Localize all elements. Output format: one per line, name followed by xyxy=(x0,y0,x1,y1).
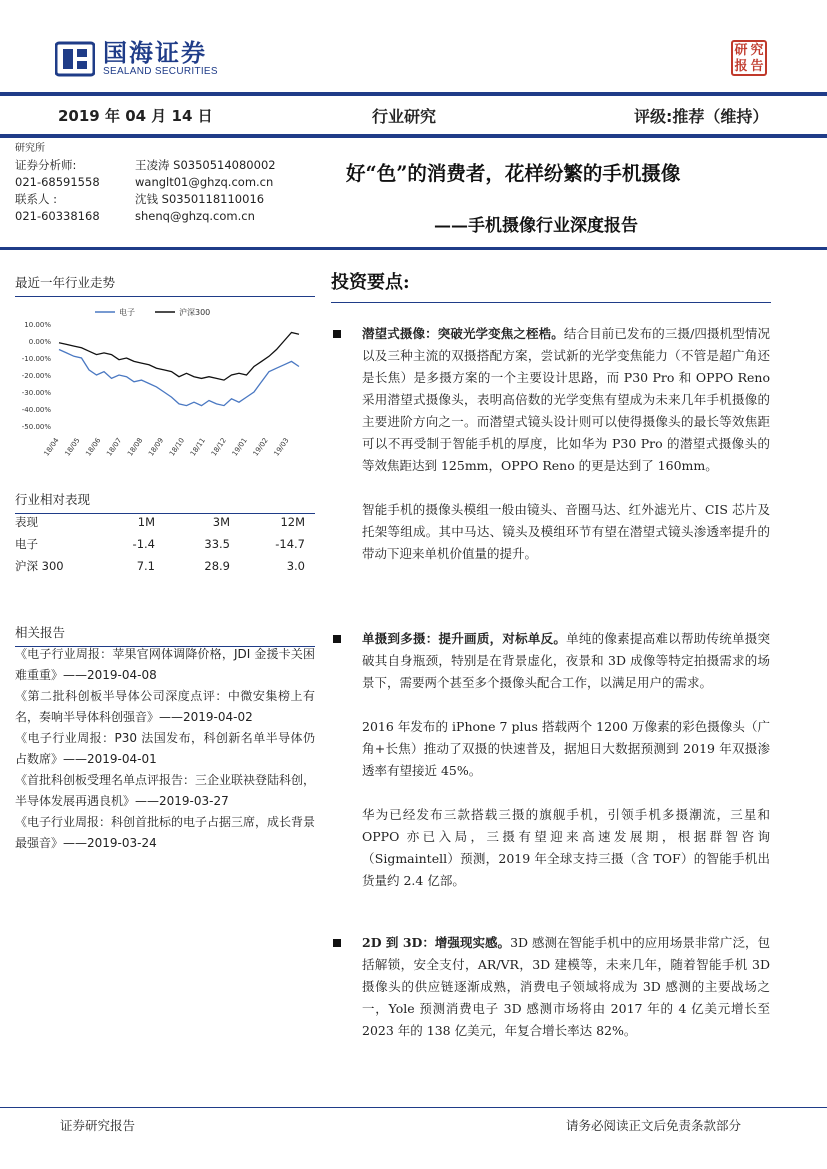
footer-left: 证券研究报告 xyxy=(60,1118,136,1133)
contact-row xyxy=(15,208,255,225)
column-header: 1M xyxy=(137,515,155,529)
related-report-link[interactable]: 《首批科创板受理名单点评报告：三企业联袂登陆科创，半导体发展再遇良机》——2019-03-27 xyxy=(15,773,316,808)
seal-char: 报 xyxy=(734,58,748,74)
y-tick-label: 10.00% xyxy=(24,321,51,329)
contact-value: 沈钱 S0350118110016 xyxy=(135,192,265,206)
contact-label: 021-68591558 xyxy=(15,175,100,189)
chart-legend xyxy=(95,307,210,317)
point-extra: 华为已经发布三款搭载三摄的旗舰手机，引领手机多摄潮流，三星和 OPPO 亦已入局，三摄有望迎来高速发展期，根据群智咨询（Sigmaintell）预测，2019 年全球支持三摄（含 TOF）的智能手机出货量约 2.4 亿部。 xyxy=(362,807,770,888)
table-cell: 沪深 300 xyxy=(15,559,64,573)
contact-label: 021-60338168 xyxy=(15,209,100,223)
point-periscope xyxy=(338,323,770,565)
x-tick-label: 18/07 xyxy=(105,436,124,458)
report-title: 好“色”的消费者，花样纷繁的手机摄像 xyxy=(346,162,681,185)
contact-label: 证券分析师: xyxy=(15,158,77,172)
table-row xyxy=(15,555,315,577)
sealand-logo-icon xyxy=(55,41,95,77)
y-tick-label: -20.00% xyxy=(21,372,51,380)
research-seal xyxy=(731,40,767,76)
seal-char: 告 xyxy=(750,58,764,74)
table-cell: -1.4 xyxy=(132,537,155,551)
x-tick-label: 19/01 xyxy=(230,436,249,458)
point-heading: 2D 到 3D：增强现实感。 xyxy=(362,935,511,950)
y-tick-label: -30.00% xyxy=(21,389,51,397)
y-tick-label: -50.00% xyxy=(21,423,51,431)
x-tick-label: 18/05 xyxy=(63,436,82,458)
seal-char: 研 xyxy=(734,43,748,58)
contact-row xyxy=(15,174,274,191)
y-tick-label: 0.00% xyxy=(28,338,51,346)
report-date: 2019 年 04 月 14 日 xyxy=(58,106,213,125)
point-3d xyxy=(338,932,770,1042)
bullet-icon xyxy=(333,939,341,947)
report-subtitle: ——手机摄像行业深度报告 xyxy=(434,216,638,236)
table-cell: -14.7 xyxy=(275,537,305,551)
related-report-link[interactable]: 《电子行业周报：科创首批标的电子占据三席，成长背景最强音》——2019-03-24 xyxy=(15,815,316,850)
contact-value: shenq@ghzq.com.cn xyxy=(135,209,255,223)
invest-divider xyxy=(331,302,771,303)
footer-divider xyxy=(0,1107,827,1108)
related-report-link[interactable]: 《电子行业周报：P30 法国发布，科创新名单半导体仍占数席》——2019-04-01 xyxy=(15,731,315,766)
department: 研究所 xyxy=(15,143,45,154)
column-header: 表现 xyxy=(15,515,38,529)
x-tick-label: 18/10 xyxy=(167,436,187,458)
legend-label-electronics: 电子 xyxy=(119,308,135,317)
point-body: 单纯的像素提高难以帮助传统单摄突破其自身瓶颈，特别是在背景虚化，夜景和 3D 成像等特定拍摄需求的场景下，需要两个甚至多个摄像头配合工作，以满足用户的需求。 xyxy=(362,631,770,690)
contact-label: 联系人 : xyxy=(15,192,58,206)
x-tick-label: 18/11 xyxy=(188,436,208,458)
trend-section xyxy=(15,273,315,297)
logo-chinese-name: 国海证券 xyxy=(103,39,207,67)
x-tick-label: 19/03 xyxy=(272,436,291,458)
table-cell: 28.9 xyxy=(204,559,230,573)
point-heading: 潜望式摄像：突破光学变焦之桎梏。 xyxy=(362,326,564,341)
y-tick-label: -40.00% xyxy=(21,406,51,414)
bullet-icon xyxy=(333,330,341,338)
analyst-contacts xyxy=(15,140,276,225)
series-line-hs300 xyxy=(59,333,299,381)
trend-heading: 最近一年行业走势 xyxy=(15,273,315,297)
company-logo xyxy=(55,40,218,77)
series-line-electronics xyxy=(59,350,299,406)
x-tick-label: 18/08 xyxy=(126,436,145,458)
point-extra: 2016 年发布的 iPhone 7 plus 搭载两个 1200 万像素的彩色摄像头（广角+长焦）推动了双摄的快速普及，据旭日大数据预测到 2019 年双摄渗透率有望接近 45%。 xyxy=(362,719,770,778)
contact-value: 王凌涛 S0350514080002 xyxy=(135,158,276,172)
contact-value: wanglt01@ghzq.com.cn xyxy=(135,175,274,189)
table-cell: 电子 xyxy=(15,537,38,551)
header-bar-inner xyxy=(0,96,827,134)
legend-label-hs300: 沪深300 xyxy=(179,308,211,317)
seal-char: 究 xyxy=(750,43,764,58)
x-tick-label: 18/12 xyxy=(209,436,228,458)
table-cell: 3.0 xyxy=(286,559,305,573)
point-body: 结合目前已发布的三摄/四摄机型情况以及三种主流的双摄搭配方案，尝试新的光学变焦能力（不管是超广角还是长焦）是多摄方案的一个主要设计思路，而 P30 Pro 和 OPPO Reno 采用潜望式摄像头，表明高倍数的光学变焦有望成为未来几年手机摄像的主要进阶方向之一。而潜望式镜头设计则可以使得摄像头的最长等效焦距可以不再受制于智能手机的厚度，比如华为 P30 Pro 的潜望式摄像头的等效焦距达到 125mm，OPPO Reno 的更是达到了 160mm。 xyxy=(362,326,770,473)
x-tick-label: 18/04 xyxy=(42,436,61,458)
related-report-link[interactable]: 《第二批科创板半导体公司深度点评：中微安集榜上有名，奏响半导体科创强音》——2019-04-02 xyxy=(15,689,315,724)
column-header: 3M xyxy=(212,515,230,529)
point-body: 3D 感测在智能手机中的应用场景非常广泛，包括解锁，安全支付，AR/VR，3D 建模等，未来几年，随着智能手机 3D 摄像头的供应链逐渐成熟，消费电子领域将成为 3D 感测的主要战场之一，Yole 预测消费电子 3D 感测市场将由 2017 年的 4 亿美元增长至 2023 年的 138 亿美元，年复合增长率达 82%。 xyxy=(362,935,770,1038)
performance-table xyxy=(15,511,315,577)
related-heading: 相关报告 xyxy=(15,623,315,647)
title-divider xyxy=(0,247,827,250)
point-extra: 智能手机的摄像头模组一般由镜头、音圈马达、红外滤光片、CIS 芯片及托架等组成。其中马达、镜头及模组环节有望在潜望式镜头渗透率提升的带动下迎来单机价值量的提升。 xyxy=(362,502,770,561)
related-reports-list xyxy=(15,644,315,854)
trend-chart xyxy=(15,298,315,468)
contact-row xyxy=(15,157,276,174)
logo-english-name: SEALAND SECURITIES xyxy=(103,66,218,77)
invest-section xyxy=(331,268,771,303)
table-row xyxy=(15,533,315,555)
x-tick-label: 19/02 xyxy=(251,436,270,458)
column-header: 12M xyxy=(280,515,305,529)
table-cell: 33.5 xyxy=(204,537,230,551)
x-tick-label: 18/09 xyxy=(147,436,166,458)
related-report-link[interactable]: 《电子行业周报：苹果官网体调降价格，JDI 金援卡关困难重重》——2019-04-08 xyxy=(15,647,315,682)
point-heading: 单摄到多摄：提升画质，对标单反。 xyxy=(362,631,567,646)
invest-heading: 投资要点: xyxy=(331,272,410,293)
y-tick-label: -10.00% xyxy=(21,355,51,363)
point-multicam xyxy=(338,628,770,892)
bullet-icon xyxy=(333,635,341,643)
x-tick-label: 18/06 xyxy=(84,436,103,458)
contact-row xyxy=(15,191,265,208)
footer-disclaimer: 请务必阅读正文后免责条款部分 xyxy=(566,1118,742,1133)
trend-chart-svg xyxy=(15,298,315,468)
table-cell: 7.1 xyxy=(136,559,155,573)
report-type: 行业研究 xyxy=(372,106,437,126)
report-rating: 评级:推荐（维持） xyxy=(634,106,769,126)
performance-heading: 行业相对表现 xyxy=(15,490,315,514)
table-header-row xyxy=(15,511,315,533)
